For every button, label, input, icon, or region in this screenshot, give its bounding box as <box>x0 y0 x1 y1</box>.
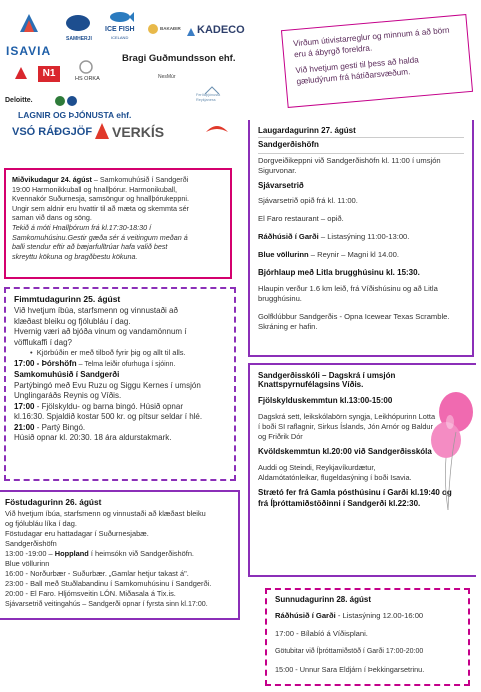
saturday-blue: Blue völlurinn <box>258 250 309 259</box>
saturday-para-1: Dorgveiðikeppni við Sandgerðishöfn kl. 11:00 í umsjón Sigurvonar. <box>258 155 441 175</box>
school-heading-3: Strætó fer frá Gamla pósthúsinu í Garði kl.19:40 og frá Íþróttamiðstöðinni í Sandgerði kl.22:30. <box>258 488 452 508</box>
saturday-para-3: El Faro restaurant – opið. <box>258 214 344 223</box>
wednesday-line-8: balli stendur eftir að bæjarfulltrúar hafa valið best <box>12 242 168 252</box>
school-title-1: Sandgerðisskóli – Dagskrá í umsjón <box>258 371 396 380</box>
thursday-line-11: Húsið opnar kl. 20:30. 18 ára aldurstakmark. <box>14 433 172 442</box>
thursday-line-4: vöfflukaffi í dag? <box>14 337 72 347</box>
thursday-line-9: kl.16:30. Spjaldið kostar 500 kr. og pítsur seldar í hlé. <box>14 412 203 421</box>
cogs-logo <box>54 94 80 106</box>
n1-logo: N1 <box>38 66 60 82</box>
thursday-time-3: 21:00 <box>14 422 35 432</box>
triangle-logo <box>14 66 28 80</box>
friday-line-6: Blue völlurinn <box>5 559 50 568</box>
friday-line-4: Sandgerðishöfn <box>5 539 57 548</box>
saturday-box <box>248 120 474 357</box>
isavia-icon <box>10 12 48 42</box>
wednesday-title: Miðvikudagur 24. ágúst <box>12 175 92 184</box>
notice-text-2: Við hvetjum gesti til þess að halda gæludýrum frá hátíðarsvæðum. <box>295 55 420 87</box>
cogs-icon <box>54 95 80 107</box>
verkis-text: VERKÍS <box>112 124 165 140</box>
friday-line-10: Sjávarsetrið veitingahús – Sandgerði opnar í fyrsta sinn kl.17:00. <box>5 600 208 608</box>
friday-line-3: Föstudagar eru hattadagar í Suðurnesjabæ. <box>5 529 149 538</box>
sunday-radhus: Ráðhúsið í Garði <box>275 611 336 620</box>
notice-box <box>281 14 473 108</box>
thursday-title: Fimmtudagurinn 25. ágúst <box>14 294 121 304</box>
friday-event-1: í heimsókn við Sandgerðishöfn. <box>88 549 194 558</box>
bragi-text: Bragi Guðmundsson ehf. <box>122 53 236 64</box>
wednesday-line-9: skreyttu kökuna og bragðbestu kökuna. <box>12 251 138 261</box>
lagnir-text: LAGNIR OG ÞJÓNUSTA ehf. <box>18 110 132 120</box>
friday-line-9: 20:00 - El Faro. Hljómsveitin LÓN. Miðasala á Tix.is. <box>5 589 176 598</box>
sunday-box <box>265 588 470 686</box>
ferdathjonusta-logo <box>204 82 220 92</box>
saturday-heading-2: Sjávarsetrið <box>258 180 304 190</box>
icefish-subtext: ICELAND <box>111 35 129 40</box>
deloitte-text: Deloitte. <box>5 97 33 104</box>
thursday-time-1: 17:00 - Þórshöfn <box>14 358 77 368</box>
friday-title: Föstudagurinn 26. ágúst <box>5 497 102 507</box>
sunday-line-3: Götubitar við Íþróttamiðstöð í Garði 17:00-20:00 <box>275 648 424 655</box>
school-para-1: Dagskrá sett, leikskólabörn syngja, Leikhópurinn Lotta í boði SI raflagnir, Sirkus Íslands, Jón Arnór og Baldur og Friðrik Dór <box>258 411 436 441</box>
friday-time-1: 13:00 -19:00 – <box>5 549 55 558</box>
wednesday-line-6: Tekið á móti Hnallþórum frá kl.17:30-18:30 í <box>12 222 152 232</box>
school-title-2: Knattspyrnufélagsins Víðis. <box>258 380 364 389</box>
thursday-subtitle: Samkomuhúsið í Sandgerði <box>14 370 120 379</box>
wednesday-line-2: 19:00 Harmonikkuball og hnallþórur. Harmonikuball, <box>12 184 178 194</box>
isavia-text: ISAVIA <box>6 44 52 58</box>
wednesday-line-7: Samkomuhúsinu.Gestir gæða sér á veitingum meðan á <box>12 232 188 242</box>
wednesday-box <box>4 168 232 279</box>
verkis-icon <box>94 122 110 140</box>
ferdathjonusta-text: Ferðaþjónusta Reykjaness <box>196 93 221 102</box>
friday-line-8: 23:00 - Ball með Stuðlabandinu í Samkomuhúsinu í Sandgerði. <box>5 579 212 588</box>
thursday-line-7: Unglingaráðs Reynis og Víðis. <box>14 391 122 400</box>
friday-hoppland: Hoppland <box>54 549 89 558</box>
wednesday-line-5: saman við dans og söng. <box>12 213 92 223</box>
sunday-line-4: 15:00 - Unnur Sara Eldjárn í Þekkingarsetrinu. <box>275 665 425 674</box>
triangle-icon <box>14 66 28 80</box>
fish-icon <box>108 10 134 24</box>
thursday-line-1: Við hvetjum íbúa, starfsmenn og vinnustaði að <box>14 306 178 315</box>
friday-line-1: Við hvetjum íbúa, starfsmenn og vinnustaði að klæðast bleiku <box>5 509 206 518</box>
school-heading-1: Fjölskylduskemmtun kl.13:00-15:00 <box>258 396 393 405</box>
thursday-box <box>4 287 236 481</box>
balloons-icon <box>420 392 478 512</box>
school-para-2: Auddi og Steindi, Reykjavíkurdætur, Aldamótatónleikar, flugeldasýning í boði Isavia. <box>258 462 412 482</box>
hs-orka-mark-icon <box>79 60 93 74</box>
samherji-logo <box>64 13 92 33</box>
friday-line-2: og fjólubláu líka í dag. <box>5 519 77 528</box>
thursday-event-3: - Partý Bingó. <box>34 422 86 432</box>
saturday-heading-3: Bjórhlaup með Litla brugghúsinu kl. 15:30. <box>258 268 420 277</box>
sunday-radhus-event: - Listasýning 12.00-16:00 <box>335 611 424 620</box>
saturday-radhus-event: – Listasýning 11:00-13:00. <box>318 232 410 241</box>
thursday-event-1: – Telma leiðir ofurhuga í sjóinn. <box>76 360 176 368</box>
samherji-icon <box>64 13 92 33</box>
thursday-time-2: 17:00 <box>14 401 35 411</box>
vso-text: VSÓ RÁÐGJÖF <box>12 126 93 138</box>
icefish-text: ICE FISH <box>105 26 135 33</box>
saturday-title: Laugardagurinn 27. ágúst <box>258 126 356 135</box>
thursday-bullet-text: Kjörbúðin er með tilboð fyrir þig og allt til alls. <box>36 348 186 357</box>
saturday-para-7: Golfklúbbur Sandgerðis - Opna Icewear Texas Scramble. Skráning er hafin. <box>258 311 450 331</box>
saturday-para-2: Sjávarsetrið opið frá kl. 11:00. <box>258 196 358 205</box>
verkis-logo <box>94 122 110 140</box>
kadeco-text: KADECO <box>197 24 245 36</box>
wing-logo <box>204 120 230 136</box>
kadeco-logo <box>186 24 196 34</box>
saturday-radhus: Ráðhúsið í Garði <box>258 232 319 241</box>
saturday-heading-1: Sandgerðishöfn <box>258 140 319 149</box>
wing-icon <box>204 120 230 136</box>
icefish-logo <box>108 10 134 24</box>
kadeco-icon <box>186 27 196 37</box>
friday-line-7: 16:00 - Norðurbær - Suðurbær. „Gamlar hetjur takast á". <box>5 569 189 578</box>
thursday-line-2: klæðast bleiku og fjólubláu í dag. <box>14 316 131 326</box>
sunday-title: Sunnudagurinn 28. ágúst <box>275 595 372 604</box>
saturday-blue-event: – Reynir – Magni kl 14.00. <box>308 250 399 259</box>
samherji-text: SAMHERJI <box>66 36 92 42</box>
sunday-line-2: 17:00 - Bílabíó á Víðisplani. <box>275 629 368 638</box>
saturday-para-6: Hlaupin verður 1.6 km leið, frá Víðishúsinu og að Litla brugghúsinu. <box>258 283 438 303</box>
bakadir-logo <box>148 24 158 34</box>
notice-text-1: Virðum útivistarreglur og minnum á að börn eru á ábyrgð foreldra. <box>292 25 450 60</box>
thursday-line-6: Partýbingó með Evu Ruzu og Siggu Kernes í umsjón <box>14 380 201 390</box>
wednesday-venue: – Samkomuhúsið í Sandgerði <box>91 175 189 184</box>
school-heading-2: Kvöldskemmtun kl.20:00 við Sandgerðisskóla <box>258 447 432 457</box>
friday-box <box>0 490 240 620</box>
isavia-logo <box>10 12 48 42</box>
hs-orka-text: HS ORKA <box>75 76 100 82</box>
thursday-line-3: Hvernig væri að bjóða vinum og vandamönnum í <box>14 327 187 336</box>
bakadir-text: BAKAÐIR <box>160 26 181 31</box>
hs-orka-icon <box>79 60 93 74</box>
thursday-bullet: • Kjörbúðin er með tilboð fyrir þig og allt til alls. <box>30 348 186 357</box>
wednesday-line-4: Ungir sem aldnir eru hvattir til að mæta og skemmta sér <box>12 203 189 213</box>
thursday-event-2: - Fjölskyldu- og barna bingó. Húsið opnar <box>34 401 183 411</box>
wednesday-line-3: Kvennakór Suðurnesja, samsöngur og hnallþórukeppni. <box>12 194 190 204</box>
nesmur-text: NesMúr <box>158 74 176 80</box>
